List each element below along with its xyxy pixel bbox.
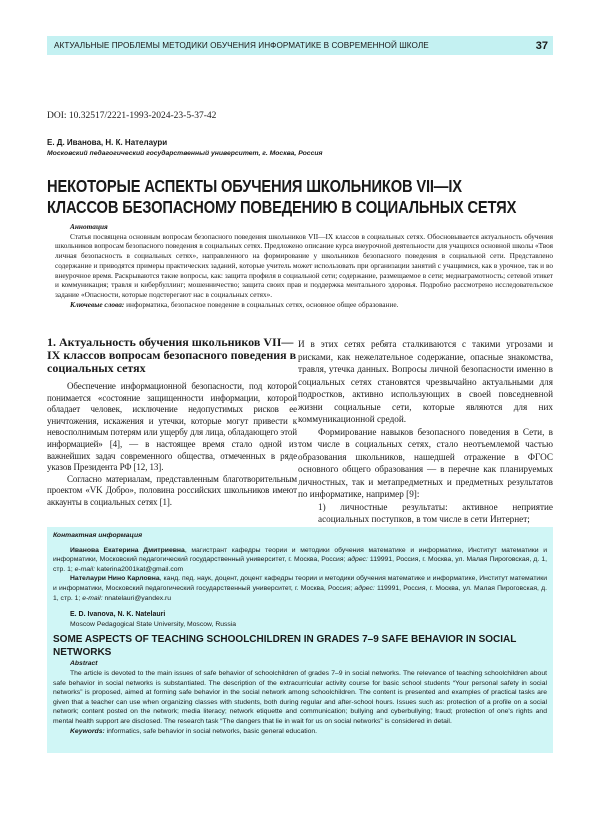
english-authors: E. D. Ivanova, N. K. Natelauri <box>53 610 547 620</box>
author-name: Нателаури Нино Карловна <box>70 575 160 582</box>
abstract-label: Abstract <box>53 659 547 669</box>
column-left <box>47 336 297 509</box>
author-name: Иванова Екатерина Дмитриевна <box>70 547 185 554</box>
abstract-text: The article is devoted to the main issues of safe behavior of schoolchildren of grades 7–9 in social networks. The relevance of teaching schoolchildren about safe behavior in social networks is substantiated. The description of the extracurricular activity course for basic school students “Your personal safety in social networks” is proposed, aimed at forming safe behavior in the social network among schoolchildren. The content is presented and examples of practical tasks are given that a teacher can use when organizing classes with students, both during regular and after-school hours. Issues such as: protection of a profile on a social network; content posted on the network; media literacy; network etiquette and communication; bullying and cyberbullying; fraud; protection of one's rights and mental health support are disclosed. The research task “The dangers that lie in wait for us on social networks” is considered in detail. <box>53 669 547 727</box>
address-label: адрес: <box>348 556 368 563</box>
keywords-label: Keywords: <box>70 728 105 735</box>
email-label: e-mail: <box>82 595 102 602</box>
column-right <box>298 338 553 526</box>
annotation-text: Статья посвящена основным вопросам безопасного поведения школьников VII—IX классов в социальных сетях. Обосновывается актуальность обучения школьников вопросам безопасного поведения в социальных сетях. Предложено описание курса внеурочной деятельности для учащихся основной школы «Твоя личная безопасность в социальных сетях», направленного на формирование у школьников безопасного поведения в социальной сети. Представлено содержание и приводятся примеры практических заданий, которые учитель может использовать при организации занятий с учащимися, как в урочное, так и во внеурочное время. Раскрываются такие вопросы, как: защита профиля в социальной сети; содержание, размещаемое в сети; медиаграмотность; сетевой этикет и коммуникация; травля и кибербуллинг; мошенничество; защита своих прав и поддержка ментального здоровья. Подробно рассмотрено исследовательское задание «Опасности, которые подстерегают нас в социальных сетях». <box>55 232 553 300</box>
email-link[interactable]: katerina2001kat@gmail.com <box>95 566 183 573</box>
contact-label: Контактная информация <box>53 531 547 541</box>
doi: DOI: 10.32517/2221-1993-2024-23-5-37-42 <box>47 111 216 121</box>
email-label: e-mail: <box>75 566 95 573</box>
keywords-text: informatics, safe behavior in social networks, basic general education. <box>105 728 317 735</box>
email-link[interactable]: nnatelauri@yandex.ru <box>103 595 172 602</box>
annotation <box>55 222 553 309</box>
address: 119991, Россия, г. Москва, ул. Малая Пироговская, д. 1, стр. 1; <box>53 585 547 602</box>
english-title: SOME ASPECTS OF TEACHING SCHOOLCHILDREN IN GRADES 7–9 SAFE BEHAVIOR IN SOCIAL NETWORKS <box>53 634 547 659</box>
author-contact <box>53 574 547 603</box>
contact-info-box <box>47 527 553 753</box>
list-item: 1) личностные результаты: активное неприятие асоциальных поступков, в том числе в сети Интернет; <box>298 501 553 526</box>
paragraph: И в этих сетях ребята сталкиваются с такими угрозами и рисками, как нежелательное содержание, опасные знакомства, травля, утечка данных. Вопросы личной безопасности именно в социальных сетях становятся чрезвычайно актуальными для подростков, активно использующих в своей повседневной жизни социальные сети, которые являются для них коммуникационной средой. <box>298 338 553 426</box>
affiliation: Московский педагогический государственный университет, г. Москва, Россия <box>47 150 323 157</box>
author-contact <box>53 546 547 575</box>
journal-section-title: АКТУАЛЬНЫЕ ПРОБЛЕМЫ МЕТОДИКИ ОБУЧЕНИЯ ИНФОРМАТИКЕ В СОВРЕМЕННОЙ ШКОЛЕ <box>54 41 429 50</box>
keywords-text: информатика, безопасное поведение в социальных сетях, основное общее образование. <box>124 300 398 309</box>
author-details: , магистрант кафедры теории и методики обучения математике и информатике, Институт математики и информатики, Московский педагогический государственный университет, г. Москва, Россия; <box>53 547 547 564</box>
annotation-label: Аннотация <box>70 222 553 232</box>
authors: Е. Д. Иванова, Н. К. Нателаури <box>47 138 167 147</box>
english-keywords <box>53 727 547 737</box>
keywords <box>55 300 553 310</box>
paragraph: Формирование навыков безопасного поведения в Сети, в том числе в социальных сетях, стало неотъемлемой частью образования школьников, нашедшей отражение в ФГОС основного общего образования — в перечне как планируемых личностных, так и метапредметных и предметных результатов по информатике, например [9]: <box>298 426 553 501</box>
address-label: адрес: <box>354 585 374 592</box>
keywords-label: Ключевые слова: <box>70 300 124 309</box>
author-details: , канд. пед. наук, доцент, доцент кафедры теории и методики обучения математике и информатике, Институт математики и информатики, Московский педагогический государственный университет, г. Москва, Россия; <box>53 575 547 592</box>
page-number: 37 <box>536 40 548 52</box>
section-heading: 1. Актуальность обучения школьников VII—IX классов вопросам безопасного поведения в социальных сетях <box>47 336 297 375</box>
paragraph: Согласно материалам, представленным благотворительным проектом «VK Добро», половина российских школьников имеют аккаунты в социальных сетях [1]. <box>47 474 297 509</box>
running-header <box>47 36 553 55</box>
paragraph: Обеспечение информационной безопасности, под которой понимается «состояние защищенности информации, которой обладает человек, исключение недопустимых рисков ее уничтожения, искажения и утечки, которые могут привести к невосполнимым потерям или ущербу для лица, обладающего этой информацией» [4], — в настоящее время стало одной из важнейших задач современного общества, отмеченных в ряде указов Президента РФ [12, 13]. <box>47 381 297 474</box>
article-title: НЕКОТОРЫЕ АСПЕКТЫ ОБУЧЕНИЯ ШКОЛЬНИКОВ VII—IX КЛАССОВ БЕЗОПАСНОМУ ПОВЕДЕНИЮ В СОЦИАЛЬНЫХ СЕТЯХ <box>47 176 517 218</box>
address: 119991, Россия, г. Москва, ул. Малая Пироговская, д. 1, стр. 1; <box>53 556 547 573</box>
english-affiliation: Moscow Pedagogical State University, Moscow, Russia <box>53 620 547 630</box>
